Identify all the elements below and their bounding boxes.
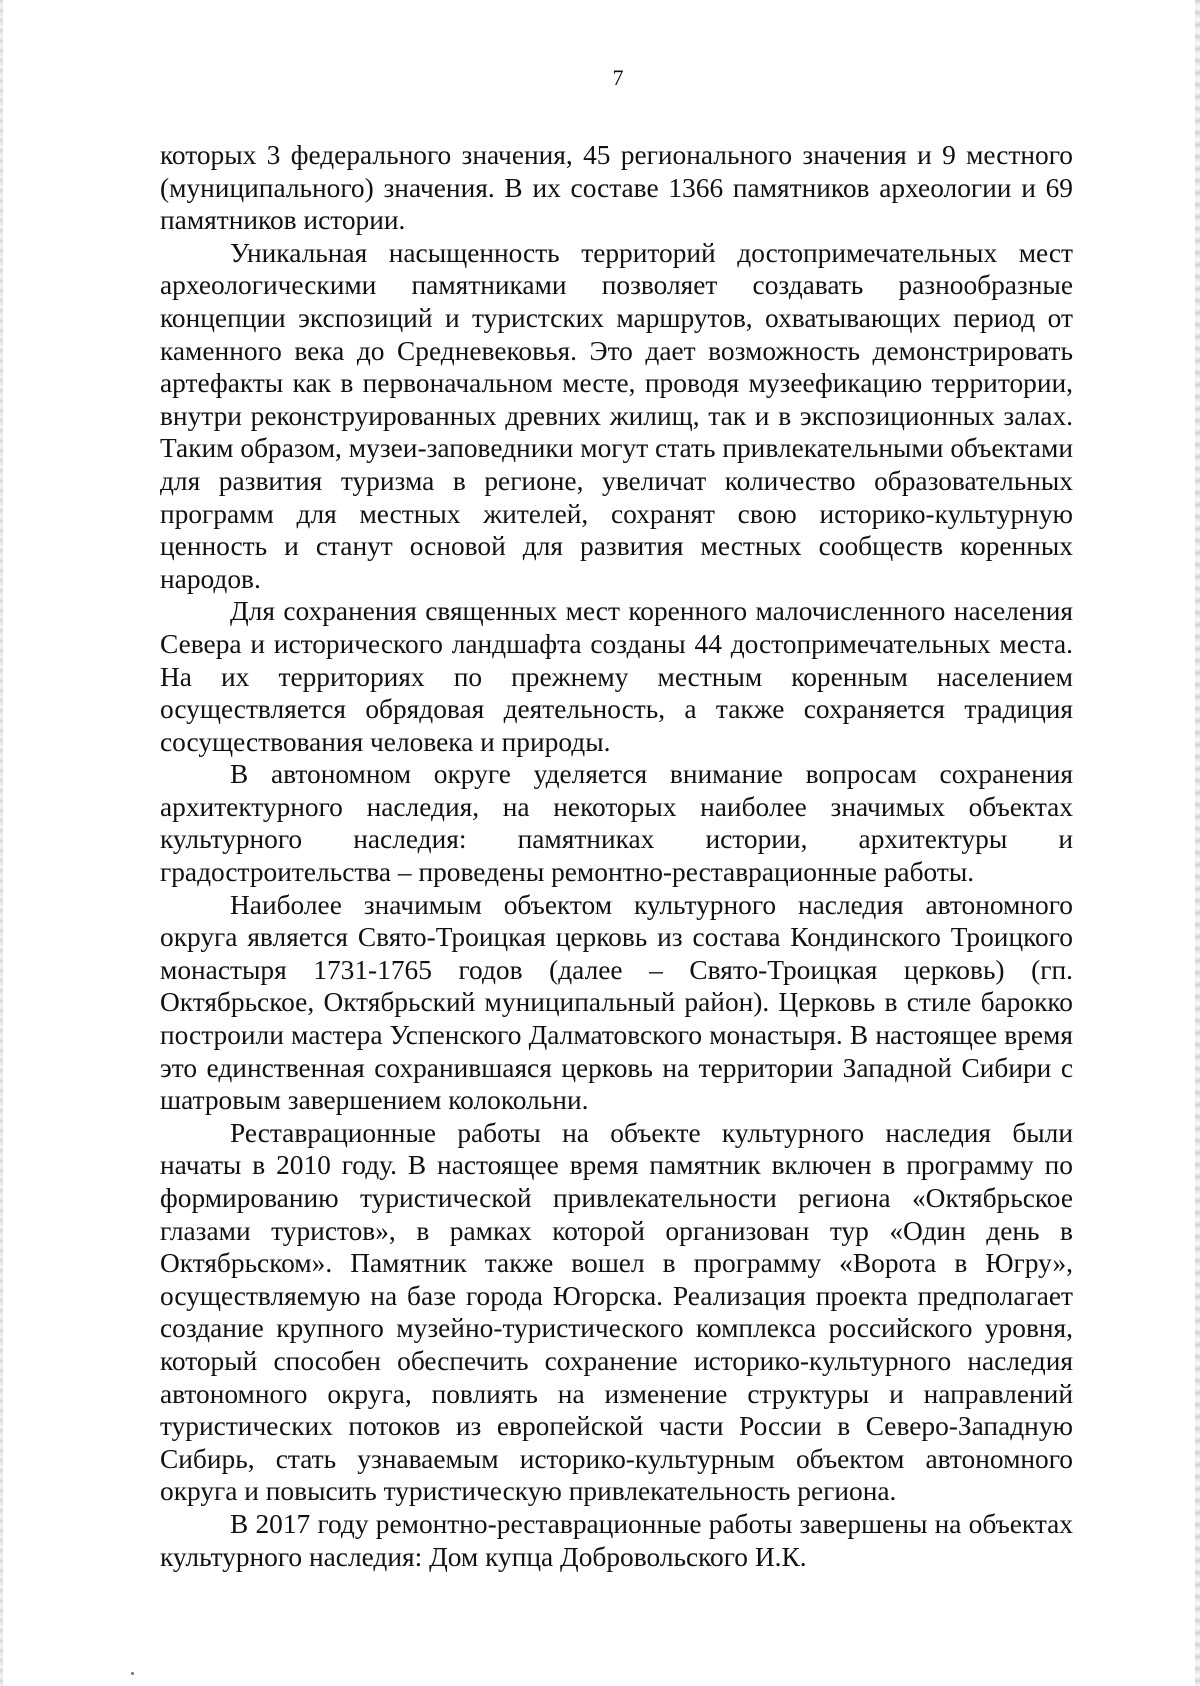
paragraph-2017-works: В 2017 году ремонтно-реставрационные работы завершены на объектах культурного наследия: Дом купца Добровольского И.К. (160, 1508, 1073, 1572)
paragraph-architectural-heritage: В автономном округе уделяется внимание вопросам сохранения архитектурного наследия, на некоторых наиболее значимых объектах культурного наследия: памятниках истории, архитектуры и градостроительства – проведены ремонтно-реставрационные работы. (160, 759, 1073, 888)
page-number: 7 (612, 65, 624, 90)
scan-speck (131, 1672, 134, 1675)
scan-edge-right (1195, 0, 1200, 1686)
paragraph-archaeology: Уникальная насыщенность территорий достопримечательных мест археологическими памятниками позволяет создавать разнообразные концепции экспозиций и туристских маршрутов, охватывающих период от каменного века до Средневековья. Это дает возможность демонстрировать артефакты как в первоначальном месте, проводя музеефикацию территории, внутри реконструированных древних жилищ, так и в экспозиционных залах. Таким образом, музеи-заповедники могут стать привлекательными объектами для развития туризма в регионе, увеличат количество образовательных программ для местных жителей, сохранят свою историко-культурную ценность и станут основой для развития местных сообществ коренных народов. (160, 237, 1073, 594)
paragraph-holy-trinity-church: Наиболее значимым объектом культурного наследия автономного округа является Свято-Троицкая церковь из состава Кондинского Троицкого монастыря 1731-1765 годов (далее – Свято-Троицкая церковь) (гп. Октябрьское, Октябрьский муниципальный район). Церковь в стиле барокко построили мастера Успенского Далматовского монастыря. В настоящее время это единственная сохранившаяся церковь на территории Западной Сибири с шатровым завершением колокольни. (160, 889, 1073, 1116)
paragraph-sacred-places: Для сохранения священных мест коренного малочисленного населения Севера и исторического ландшафта созданы 44 достопримечательных места. На их территориях по прежнему местным коренным населением осуществляется обрядовая деятельность, а также сохраняется традиция сосуществования человека и природы. (160, 596, 1073, 757)
scan-edge-left (0, 0, 3, 1686)
paragraph-restoration-works: Реставрационные работы на объекте культурного наследия были начаты в 2010 году. В настоящее время памятник включен в программу по формированию туристической привлекательности региона «Октябрьское глазами туристов», в рамках которой организован тур «Один день в Октябрьском». Памятник также вошел в программу «Ворота в Югру», осуществляемую на базе города Югорска. Реализация проекта предполагает создание крупного музейно-туристического комплекса российского уровня, который способен обеспечить сохранение историко-культурного наследия автономного округа, повлиять на изменение структуры и направлений туристических потоков из европейской части России в Северо-Западную Сибирь, стать узнаваемым историко-культурным объектом автономного округа и повысить туристическую привлекательность региона. (160, 1117, 1073, 1507)
document-body (160, 139, 1073, 1573)
paragraph-continuation: которых 3 федерального значения, 45 регионального значения и 9 местного (муниципального) значения. В их составе 1366 памятников археологии и 69 памятников истории. (160, 140, 1073, 236)
